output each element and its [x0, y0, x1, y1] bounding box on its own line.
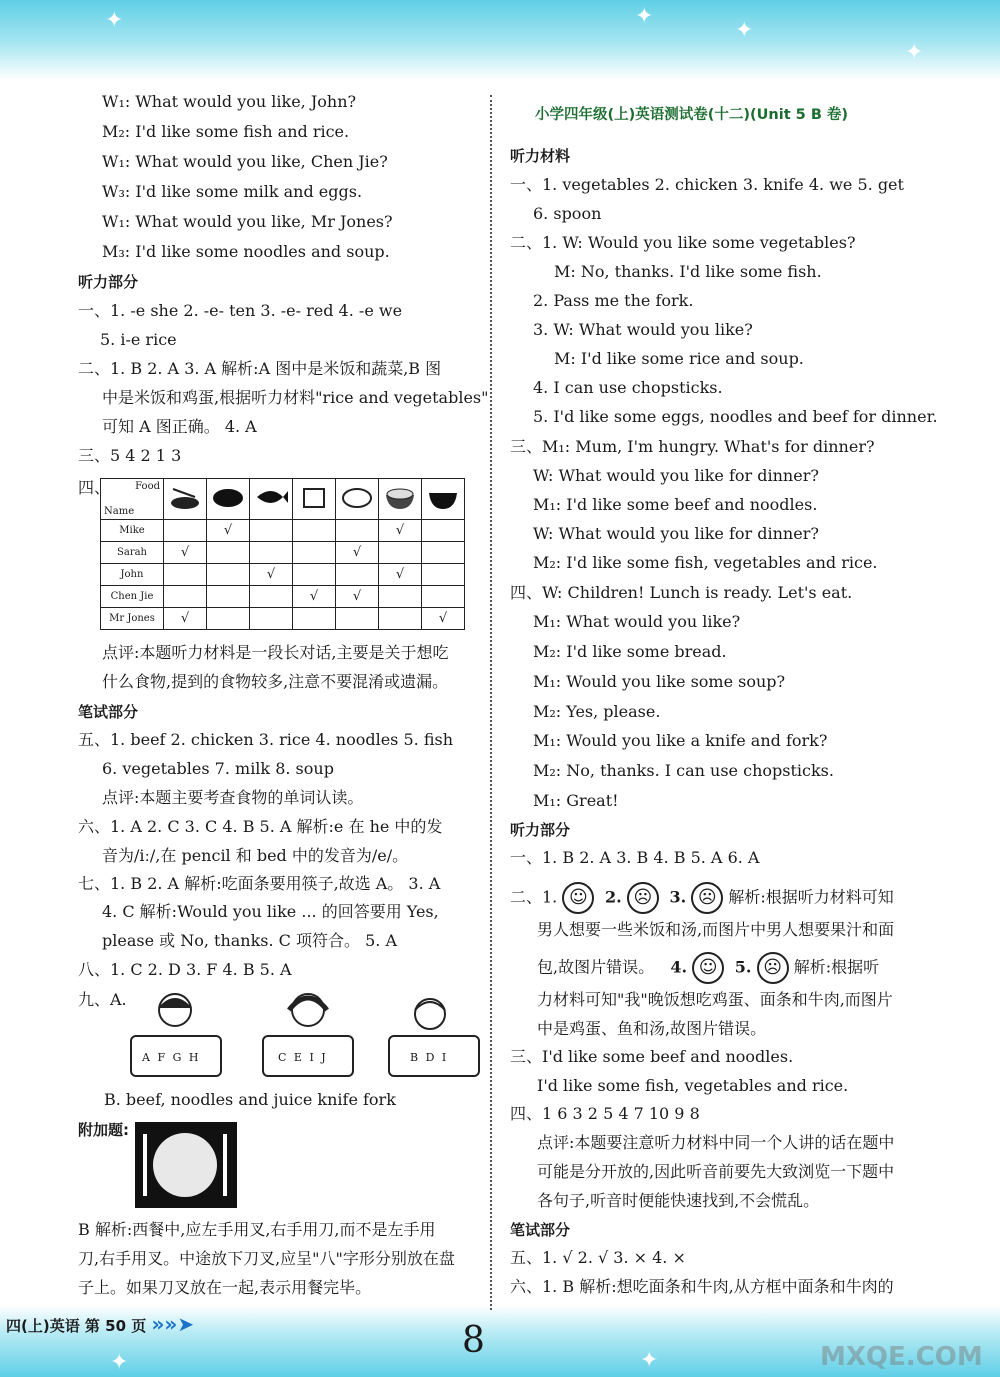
answer-line: 六、1. B 解析:想吃面条和牛肉,从方框中面条和牛肉的 [510, 1277, 894, 1296]
material-line: M₁: Would you like some soup? [533, 672, 786, 691]
table-row [101, 520, 465, 542]
section-heading: 听力材料 [510, 147, 571, 165]
answer-number: 3. [663, 887, 687, 907]
material-line: M₂: No, thanks. I can use chopsticks. [533, 761, 834, 780]
row-name: Mike [101, 520, 164, 542]
material-line: 四、W: Children! Lunch is ready. Let's eat. [510, 583, 853, 602]
girl-icon [283, 988, 333, 1034]
comment-line: 点评:本题听力材料是一段长对话,主要是关于想吃 [102, 643, 449, 662]
mark-cell [164, 586, 207, 608]
section-heading: 听力部分 [78, 273, 139, 291]
handwritten-page-mark: 8 [462, 1320, 485, 1361]
mark-cell [422, 586, 465, 608]
sad-face-icon: ☹ [757, 952, 789, 984]
table-row [101, 608, 465, 630]
material-line: M: No, thanks. I'd like some fish. [554, 262, 822, 281]
tray-plate [388, 1035, 480, 1077]
answer-line: B 解析:西餐中,应左手用叉,右手用刀,而不是左手用 [78, 1220, 436, 1239]
material-line: 2. Pass me the fork. [533, 291, 694, 310]
mark-cell [422, 542, 465, 564]
mark-cell [379, 586, 422, 608]
answer-line: 可知 A 图正确。 4. A [102, 417, 257, 436]
table-header-cell [101, 479, 164, 520]
top-decorative-band [0, 0, 1000, 80]
mark-cell [250, 520, 293, 542]
sparkle-icon: ✦ [640, 1348, 659, 1373]
answer-line: 七、1. B 2. A 解析:吃面条要用筷子,故选 A。 3. A [78, 874, 441, 893]
comment-line: 点评:本题主要考查食物的单词认读。 [102, 788, 364, 807]
fish-icon [253, 483, 289, 511]
mark-cell [336, 608, 379, 630]
mark-cell [207, 564, 250, 586]
mark-cell [164, 520, 207, 542]
smiley-face-icon: ☺ [692, 952, 724, 984]
material-line: W: What would you like for dinner? [533, 466, 819, 485]
food-image-cell [422, 479, 465, 520]
sparkle-icon: ✦ [110, 1350, 129, 1375]
soup-bowl-icon [425, 483, 461, 511]
answer-prefix: 二、1. [510, 887, 558, 907]
mark-cell [293, 542, 336, 564]
table-row [101, 542, 465, 564]
material-line: M₁: What would you like? [533, 612, 741, 631]
answer-line: 四、 [78, 478, 111, 497]
bread-icon [296, 483, 332, 511]
mark-cell: √ [250, 564, 293, 586]
dialogue-line: M₃: I'd like some noodles and soup. [102, 242, 390, 261]
sparkle-icon: ✦ [635, 4, 654, 29]
page-footer [6, 1312, 194, 1336]
comment-line: 各句子,听音时便能快速找到,不会慌乱。 [537, 1191, 820, 1210]
food-image-cell [164, 479, 207, 520]
answer-line: 五、1. √ 2. √ 3. × 4. × [510, 1248, 686, 1267]
watermark: MXQE.COM [820, 1342, 983, 1372]
sparkle-icon: ✦ [105, 8, 124, 33]
tray-letters: A F G H [142, 1051, 201, 1064]
name-label: Name [104, 506, 135, 517]
mark-cell: √ [164, 542, 207, 564]
dialogue-line: W₁: What would you like, Chen Jie? [102, 152, 388, 171]
answer-line: 四、1 6 3 2 5 4 7 10 9 8 [510, 1104, 700, 1123]
answer-line: 二、1. B 2. A 3. A 解析:A 图中是米饭和蔬菜,B 图 [78, 359, 442, 378]
answer-line: 五、1. beef 2. chicken 3. rice 4. noodles 5. fish [78, 730, 454, 749]
answer-line: 5. i-e rice [100, 330, 177, 349]
food-image-cell [207, 479, 250, 520]
answer-line: 九、A. [78, 990, 127, 1009]
mark-cell [250, 542, 293, 564]
mark-cell [336, 564, 379, 586]
mark-cell: √ [379, 520, 422, 542]
answer-line: 男人想要一些米饭和汤,而图片中男人想要果汁和面 [537, 920, 895, 939]
mark-cell [293, 520, 336, 542]
girl-icon [150, 988, 200, 1034]
material-line: M₂: I'd like some fish, vegetables and rice. [533, 553, 878, 572]
sparkle-icon: ✦ [905, 40, 924, 65]
table-row [101, 586, 465, 608]
boy-icon [407, 992, 453, 1034]
dialogue-line: W₁: What would you like, John? [102, 92, 357, 111]
explanation-text: 解析:根据听 [793, 957, 880, 977]
mark-cell [250, 608, 293, 630]
tray-letters: C E I J [278, 1051, 328, 1064]
answer-line: 三、5 4 2 1 3 [78, 446, 182, 465]
answer-line: 刀,右手用叉。中途放下刀叉,应呈"八"字形分别放在盘 [78, 1249, 455, 1268]
answer-line: 一、1. B 2. A 3. B 4. B 5. A 6. A [510, 848, 760, 867]
mark-cell: √ [336, 586, 379, 608]
answer-line [537, 952, 879, 984]
food-image-cell [379, 479, 422, 520]
answer-line: 力材料可知"我"晚饭想吃鸡蛋、面条和牛肉,而图片 [537, 990, 893, 1009]
answer-number: 4. [659, 957, 688, 977]
answer-line: 三、I'd like some beef and noodles. [510, 1047, 794, 1066]
food-image-cell [293, 479, 336, 520]
sad-face-icon: ☹ [691, 882, 723, 914]
answer-line: I'd like some fish, vegetables and rice. [537, 1076, 849, 1095]
tray-plate [130, 1035, 222, 1077]
mark-cell: √ [207, 520, 250, 542]
section-heading: 笔试部分 [510, 1221, 571, 1239]
answer-line: 音为/iː/,在 pencil 和 bed 中的发音为/e/。 [102, 846, 409, 865]
answer-line [510, 882, 894, 914]
material-line: M₁: Great! [533, 791, 619, 810]
answer-line: 中是米饭和鸡蛋,根据听力材料"rice and vegetables" [102, 388, 489, 407]
mark-cell: √ [379, 564, 422, 586]
food-image-cell [250, 479, 293, 520]
sparkle-icon: ✦ [735, 18, 754, 43]
plate-knife-fork-icon [135, 1122, 237, 1208]
smiley-face-icon: ☺ [562, 882, 594, 914]
answer-line: 六、1. A 2. C 3. C 4. B 5. A 解析:e 在 he 中的发 [78, 817, 443, 836]
mark-cell [250, 586, 293, 608]
test-title: 小学四年级(上)英语测试卷(十二)(Unit 5 B 卷) [535, 107, 849, 123]
row-name: John [101, 564, 164, 586]
section-heading: 附加题: [78, 1121, 129, 1139]
beef-icon [210, 483, 246, 511]
mark-cell [379, 608, 422, 630]
row-name: Mr Jones [101, 608, 164, 630]
dialogue-line: M₂: I'd like some fish and rice. [102, 122, 350, 141]
food-table [100, 478, 465, 630]
row-name: Sarah [101, 542, 164, 564]
material-line: M: I'd like some rice and soup. [554, 349, 804, 368]
material-line: 二、1. W: Would you like some vegetables? [510, 233, 856, 252]
mark-cell [379, 542, 422, 564]
dialogue-line: W₁: What would you like, Mr Jones? [102, 212, 393, 231]
tray-letters: B D I [410, 1051, 449, 1064]
rice-bowl-icon [382, 483, 418, 511]
comment-line: 点评:本题要注意听力材料中同一个人讲的话在题中 [537, 1133, 895, 1152]
column-divider [490, 95, 492, 1310]
material-line: M₁: I'd like some beef and noodles. [533, 495, 818, 514]
comment-line: 什么食物,提到的食物较多,注意不要混淆或遗漏。 [102, 672, 449, 691]
answer-line: 中是鸡蛋、鱼和汤,故图片错误。 [537, 1019, 767, 1038]
answer-line: B. beef, noodles and juice knife fork [104, 1090, 396, 1109]
material-line: M₂: Yes, please. [533, 702, 661, 721]
food-image-cell [336, 479, 379, 520]
mark-cell [293, 564, 336, 586]
material-line: 三、M₁: Mum, I'm hungry. What's for dinner? [510, 437, 875, 456]
answer-line: please 或 No, thanks. C 项符合。 5. A [102, 931, 398, 950]
answer-line: 一、1. -e she 2. -e- ten 3. -e- red 4. -e we [78, 301, 403, 320]
dialogue-line: W₃: I'd like some milk and eggs. [102, 182, 363, 201]
eggs-icon [339, 483, 375, 511]
answer-number: 2. [599, 887, 622, 907]
mark-cell [164, 564, 207, 586]
mark-cell [207, 542, 250, 564]
section-heading: 听力部分 [510, 821, 571, 839]
noodle-bowl-icon [167, 483, 203, 511]
mark-cell [293, 608, 336, 630]
section-heading: 笔试部分 [78, 703, 139, 721]
answer-number: 5. [729, 957, 752, 977]
mark-cell [207, 586, 250, 608]
arrow-icon: »»➤ [151, 1312, 195, 1336]
food-label: Food [135, 481, 160, 492]
material-line: 6. spoon [533, 204, 602, 223]
material-line: 一、1. vegetables 2. chicken 3. knife 4. we 5. get [510, 175, 904, 194]
material-line: W: What would you like for dinner? [533, 524, 819, 543]
footer-text: 四(上)英语 第 50 页 [6, 1317, 147, 1335]
answer-line: 4. C 解析:Would you like ... 的回答要用 Yes, [102, 902, 439, 921]
table-row [101, 564, 465, 586]
material-line: M₁: Would you like a knife and fork? [533, 731, 828, 750]
tray-plate [262, 1035, 354, 1077]
mark-cell: √ [336, 542, 379, 564]
material-line: M₂: I'd like some bread. [533, 642, 727, 661]
explanation-text: 包,故图片错误。 [537, 957, 655, 977]
mark-cell: √ [293, 586, 336, 608]
mark-cell [207, 608, 250, 630]
row-name: Chen Jie [101, 586, 164, 608]
mark-cell: √ [164, 608, 207, 630]
answer-line: 八、1. C 2. D 3. F 4. B 5. A [78, 960, 292, 979]
answer-line: 子上。如果刀叉放在一起,表示用餐完毕。 [78, 1278, 372, 1297]
mark-cell [336, 520, 379, 542]
mark-cell [422, 564, 465, 586]
mark-cell [422, 520, 465, 542]
answer-line: 6. vegetables 7. milk 8. soup [102, 759, 334, 778]
mark-cell: √ [422, 608, 465, 630]
comment-line: 可能是分开放的,因此听音前要先大致浏览一下题中 [537, 1162, 895, 1181]
material-line: 3. W: What would you like? [533, 320, 753, 339]
explanation-text: 解析:根据听力材料可知 [728, 887, 894, 907]
material-line: 5. I'd like some eggs, noodles and beef for dinner. [533, 407, 938, 426]
material-line: 4. I can use chopsticks. [533, 378, 723, 397]
sad-face-icon: ☹ [627, 882, 659, 914]
